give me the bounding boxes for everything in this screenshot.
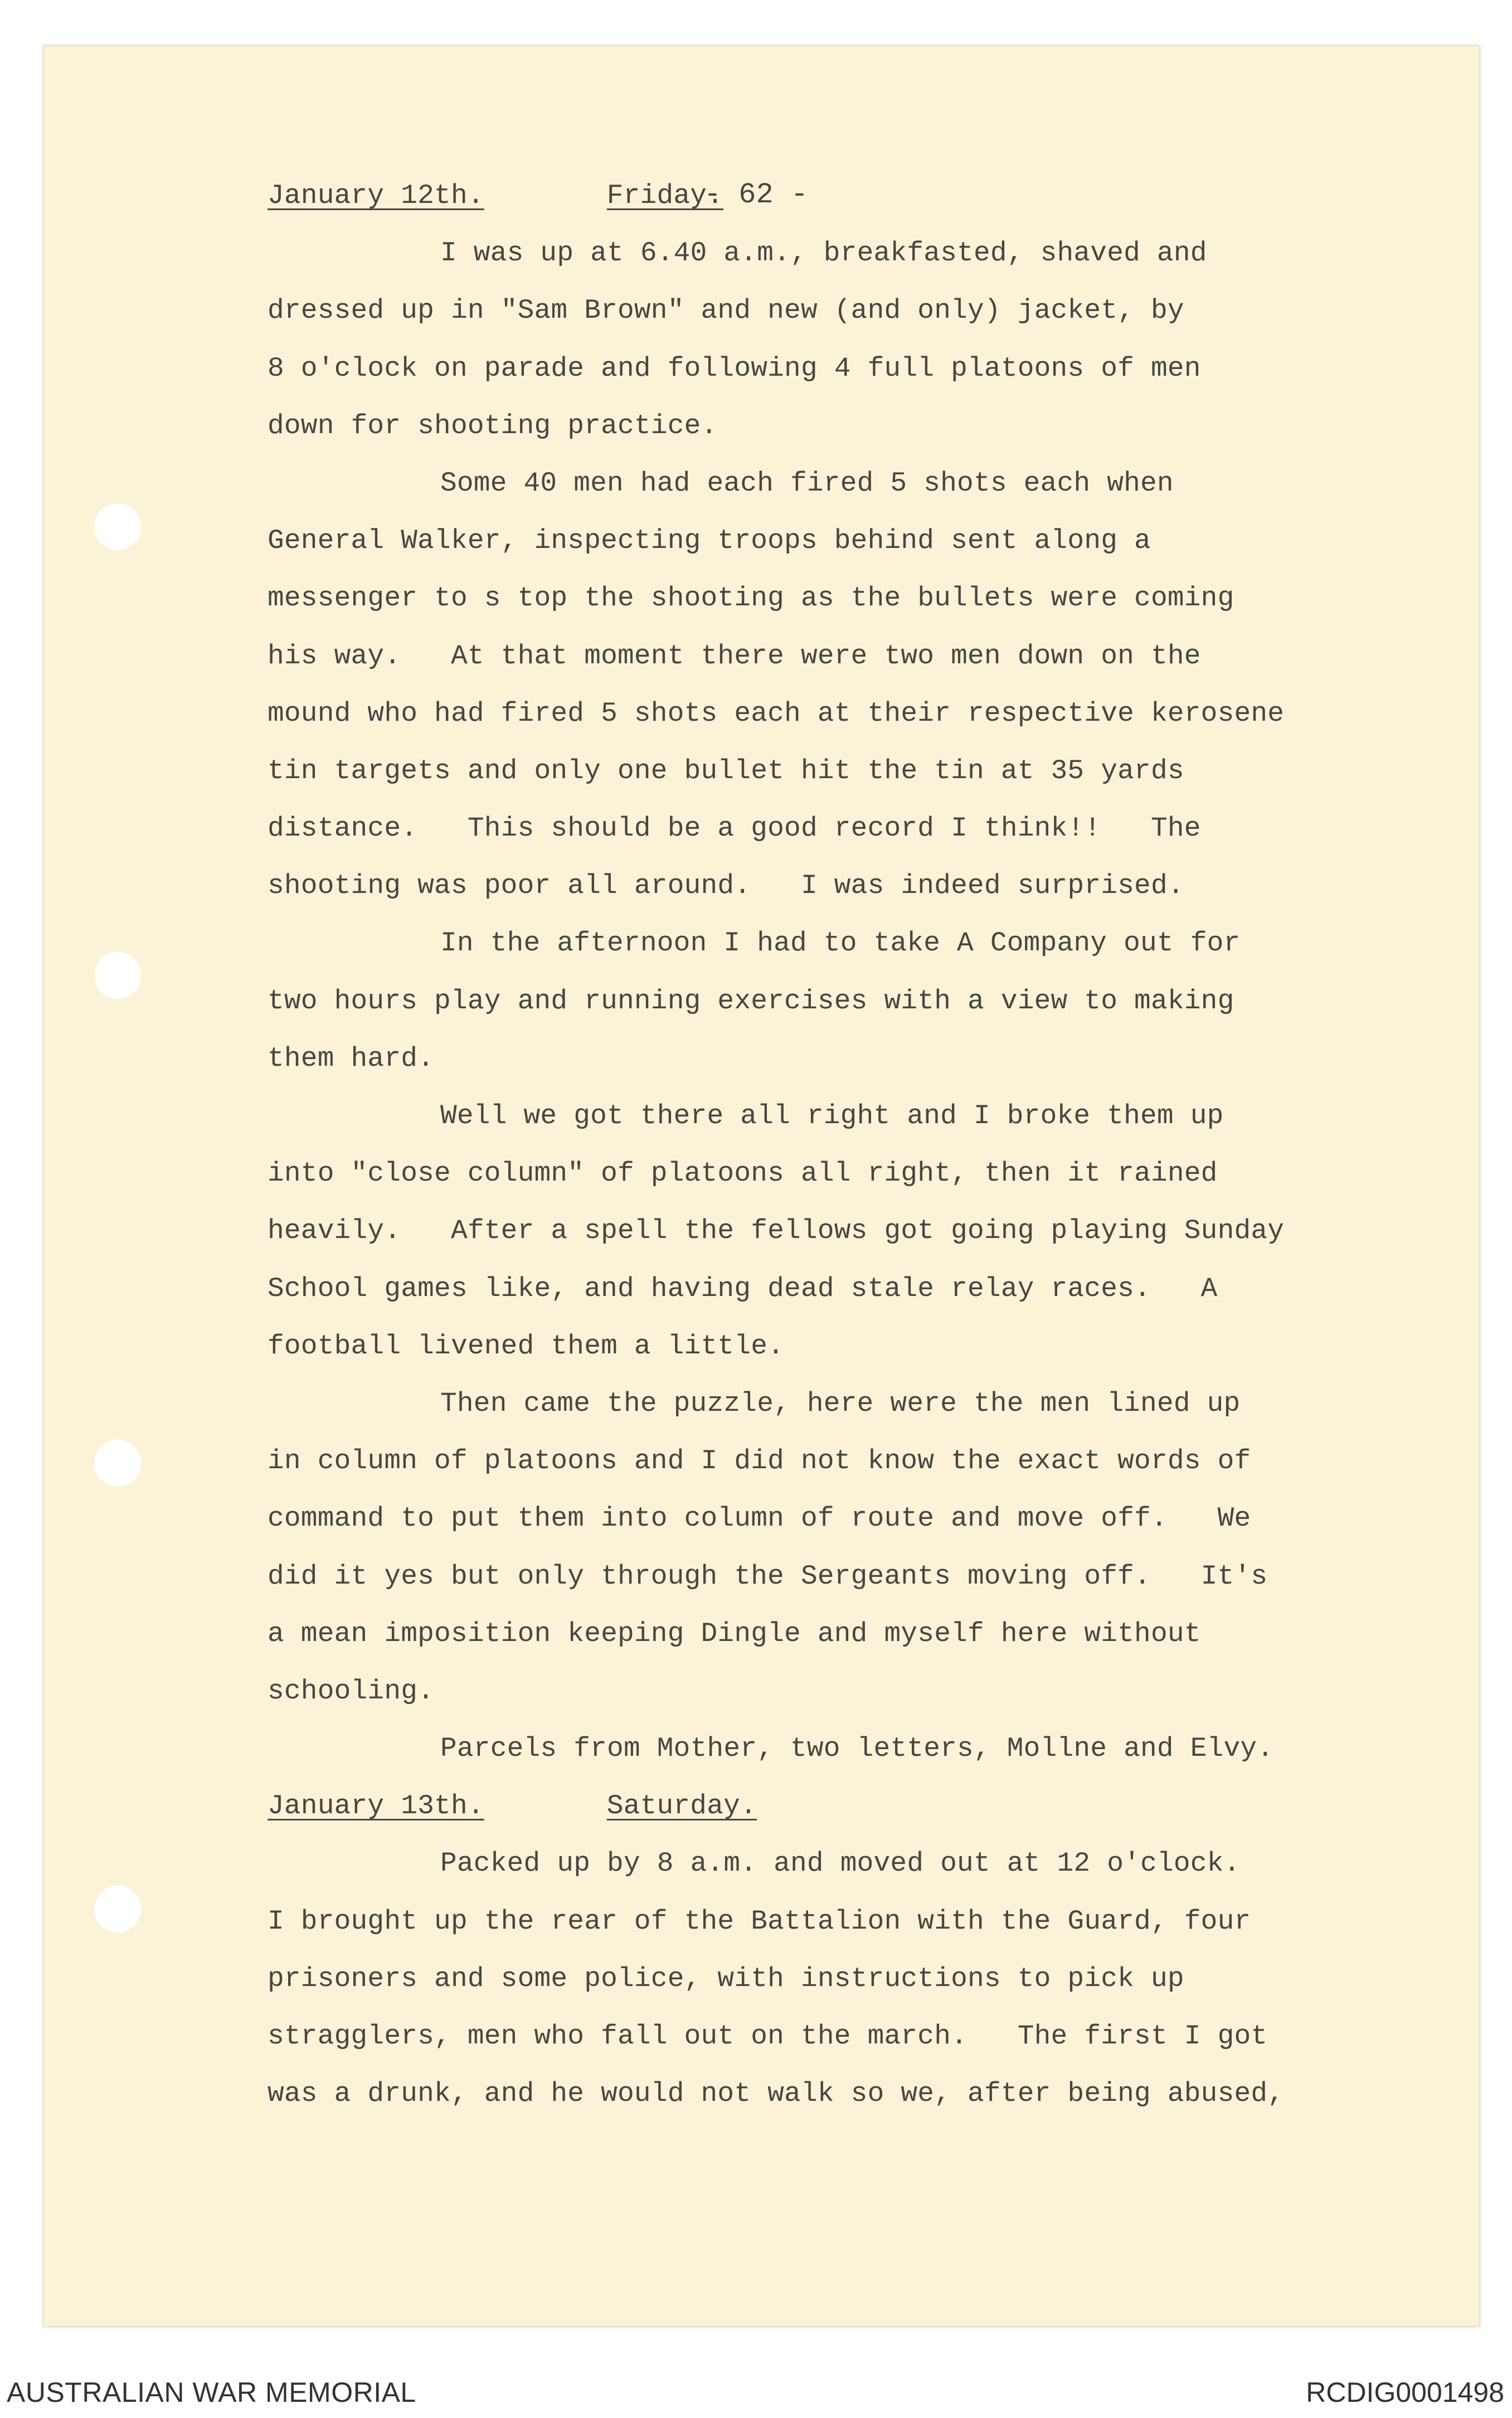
entry-heading	[268, 1778, 1404, 1835]
text-line: Well we got there all right and I broke them up	[440, 1100, 1224, 1132]
punch-hole	[94, 1886, 141, 1933]
page-number: - 62 -	[703, 178, 809, 211]
text-line: a mean imposition keeping Dingle and myself here without	[268, 1618, 1201, 1649]
text-line: shooting was poor all around. I was indeed surprised.	[268, 870, 1184, 902]
text-line: football livened them a little.	[268, 1330, 785, 1362]
text-line: into "close column" of platoons all right, then it rained	[268, 1158, 1218, 1189]
text-line: I brought up the rear of the Battalion with the Guard, four	[268, 1905, 1251, 1937]
text-line: down for shooting practice.	[268, 410, 718, 441]
text-line: stragglers, men who fall out on the march. The first I got	[268, 2021, 1268, 2052]
text-line: School games like, and having dead stale relay races. A	[268, 1273, 1218, 1304]
text-line: In the afternoon I had to take A Company out for	[440, 928, 1241, 959]
footer-record-id: RCDIG0001498	[1306, 2377, 1504, 2408]
text-line: messenger to s top the shooting as the bullets were coming	[268, 582, 1234, 614]
text-line: tin targets and only one bullet hit the tin at 35 yards	[268, 755, 1184, 786]
text-line: prisoners and some police, with instructions to pick up	[268, 1963, 1184, 1994]
text-line: dressed up in "Sam Brown" and new (and only) jacket, by	[268, 295, 1184, 327]
entry-day: Friday.	[606, 180, 724, 211]
punch-hole	[94, 503, 141, 550]
text-line: Some 40 men had each fired 5 shots each when	[440, 467, 1174, 499]
text-line: mound who had fired 5 shots each at their respective kerosene	[268, 697, 1285, 729]
text-line: in column of platoons and I did not know the exact words of	[268, 1445, 1251, 1477]
text-line: his way. At that moment there were two men down on the	[268, 640, 1201, 672]
text-line: Parcels from Mother, two letters, Mollne and Elvy.	[440, 1733, 1274, 1765]
punch-hole	[94, 1440, 141, 1487]
text-line: heavily. After a spell the fellows got going playing Sunday	[268, 1215, 1285, 1247]
text-line: two hours play and running exercises with a view to making	[268, 985, 1234, 1017]
text-line: Then came the puzzle, here were the men lined up	[440, 1387, 1241, 1419]
footer-credit: AUSTRALIAN WAR MEMORIAL	[7, 2377, 416, 2408]
entry-heading	[268, 167, 1404, 225]
entry-date: January 13th.	[268, 1790, 484, 1822]
text-line: distance. This should be a good record I think!! The	[268, 813, 1201, 844]
text-line: did it yes but only through the Sergeants moving off. It's	[268, 1560, 1268, 1592]
text-line: command to put them into column of route and move off. We	[268, 1503, 1251, 1535]
text-line: General Walker, inspecting troops behind sent along a	[268, 525, 1151, 557]
text-line: 8 o'clock on parade and following 4 full platoons of men	[268, 352, 1201, 384]
text-line: I was up at 6.40 a.m., breakfasted, shaved and	[440, 237, 1207, 269]
entry-day: Saturday.	[606, 1790, 757, 1822]
punch-hole	[94, 952, 141, 999]
text-line: them hard.	[268, 1042, 435, 1074]
text-line: schooling.	[268, 1675, 435, 1707]
text-line: was a drunk, and he would not walk so we, after being abused,	[268, 2078, 1285, 2110]
entry-date: January 12th.	[268, 180, 484, 211]
text-line: Packed up by 8 a.m. and moved out at 12 o'clock.	[440, 1848, 1241, 1880]
diary-text	[268, 167, 1404, 2123]
